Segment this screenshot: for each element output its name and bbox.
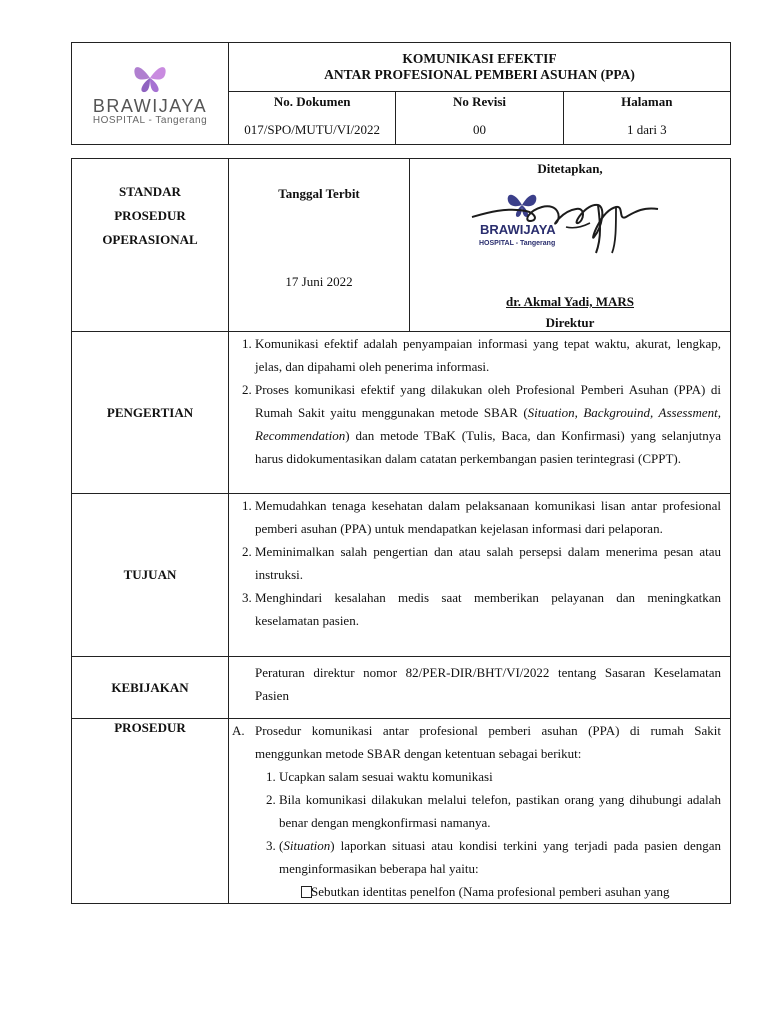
- page-value: 1 dari 3: [626, 122, 667, 137]
- butterfly-logo-icon: [130, 61, 170, 95]
- title-cell: [229, 43, 731, 92]
- kebijakan-label-cell: [72, 657, 229, 719]
- revision-label: No Revisi: [452, 94, 507, 109]
- issue-date-label: Tanggal Terbit: [278, 186, 360, 201]
- revision-cell: [396, 92, 563, 145]
- svg-text:BRAWIJAYA: BRAWIJAYA: [480, 222, 556, 237]
- signer-name: dr. Akmal Yadi, MARS: [506, 294, 634, 309]
- approval-label: Ditetapkan,: [537, 161, 603, 176]
- hospital-logo: [72, 61, 228, 127]
- document-title-line2: ANTAR PROFESIONAL PEMBERI ASUHAN (PPA): [324, 67, 635, 82]
- tujuan-content: [229, 494, 731, 657]
- issue-date-value: 17 Juni 2022: [285, 274, 353, 289]
- pengertian-item-2-text-a: Proses komunikasi efektif yang dilakukan oleh Profesional Pemberi Asuhan (PPA) di Rumah Sakit yaitu menggunakan metode SBAR (: [255, 382, 721, 420]
- doc-number-label: No. Dokumen: [273, 94, 351, 109]
- pengertian-item-1: 1. Komunikasi efektif adalah penyampaian informasi yang tepat waktu, akurat, lengkap, jelas, dan dipahami oleh penerima informasi.: [255, 332, 721, 378]
- prosedur-step-3: [279, 834, 721, 880]
- prosedur-step-3-open: (: [279, 838, 284, 853]
- pengertian-label: PENGERTIAN: [106, 404, 194, 420]
- doc-number-cell: [229, 92, 396, 145]
- prosedur-step-3-rest: ) laporkan situasi atau kondisi terkini yang terjadi pada pasien dengan menginformasikan beberapa hal yaitu:: [279, 838, 721, 876]
- prosedur-a-marker: A.: [232, 723, 245, 738]
- prosedur-row: [72, 719, 731, 904]
- pengertian-item-2: [255, 378, 721, 470]
- prosedur-content: [229, 719, 731, 904]
- kebijakan-content: [229, 657, 731, 719]
- revision-value: 00: [472, 122, 486, 137]
- signer-role: Direktur: [545, 315, 595, 330]
- director-signature-stamp: [410, 177, 730, 261]
- prosedur-label: PROSEDUR: [114, 720, 186, 735]
- document-header: [71, 42, 731, 145]
- tujuan-row: [72, 494, 731, 657]
- issue-date-cell: [229, 159, 410, 332]
- tujuan-item-1: 1. Memudahkan tenaga kesehatan dalam pelaksanaan komunikasi lisan antar profesional pemberi asuhan (PPA) untuk mendapatkan kejelasan informasi dari pelaporan.: [255, 494, 721, 540]
- kebijakan-label: KEBIJAKAN: [111, 679, 189, 695]
- tujuan-label: TUJUAN: [123, 567, 177, 582]
- pengertian-label-cell: [72, 332, 229, 494]
- tujuan-label-cell: [72, 494, 229, 657]
- approval-row: [72, 159, 731, 332]
- prosedur-a-text: Prosedur komunikasi antar profesional pemberi asuhan (PPA) di rumah Sakit menggunkan metode SBAR dengan ketentuan sebagai berikut:: [255, 723, 721, 761]
- sop-label-cell: [72, 159, 229, 332]
- logo-brand-text: BRAWIJAYA: [92, 95, 208, 116]
- doc-number-value: 017/SPO/MUTU/VI/2022: [244, 122, 381, 137]
- document-title-line1: KOMUNIKASI EFEKTIF: [402, 51, 557, 66]
- sop-table: [71, 158, 731, 904]
- pengertian-row: [72, 332, 731, 494]
- handwritten-signature: [466, 177, 666, 261]
- checkbox-bullet-icon: [301, 886, 312, 898]
- page-label: Halaman: [621, 94, 673, 109]
- logo-cell: [72, 43, 229, 145]
- tujuan-item-3: 3. Menghindari kesalahan medis saat memberikan pelayanan dan meningkatkan keselamatan pasien.: [255, 586, 721, 632]
- prosedur-step-3-italic: Situation: [283, 838, 331, 853]
- page-cell: [563, 92, 730, 145]
- pengertian-item-2-italic: Situation, Backgrouind, Assessment, Recommendation: [255, 405, 721, 443]
- sop-label-line3: OPERASIONAL: [102, 232, 198, 247]
- approval-cell: [410, 159, 731, 332]
- sop-label-line1: STANDAR: [119, 184, 181, 199]
- pengertian-content: [229, 332, 731, 494]
- pengertian-item-2-text-b: ) dan metode TBaK (Tulis, Baca, dan Konfirmasi) yang selanjutnya harus didokumentasikan dalam catatan perkembangan pasien terintegrasi (CPPT).: [255, 428, 721, 466]
- prosedur-bullet-1: Sebutkan identitas penelfon (Nama profesional pemberi asuhan yang: [311, 884, 670, 899]
- svg-text:HOSPITAL - Tangerang: HOSPITAL - Tangerang: [479, 240, 556, 247]
- tujuan-item-2: 2. Meminimalkan salah pengertian dan atau salah persepsi dalam menerima pesan atau instruksi.: [255, 540, 721, 586]
- kebijakan-row: [72, 657, 731, 719]
- sop-label-line2: PROSEDUR: [114, 208, 186, 223]
- logo-tagline-text: HOSPITAL - Tangerang: [92, 114, 208, 126]
- prosedur-label-cell: [72, 719, 229, 904]
- prosedur-step-1: 1. Ucapkan salam sesuai waktu komunikasi: [279, 765, 721, 788]
- kebijakan-text: Peraturan direktur nomor 82/PER-DIR/BHT/VI/2022 tentang Sasaran Keselamatan Pasien: [255, 665, 721, 703]
- prosedur-step-2: 2. Bila komunikasi dilakukan melalui telefon, pastikan orang yang dihubungi adalah benar dengan mengkonfirmasi namanya.: [279, 788, 721, 834]
